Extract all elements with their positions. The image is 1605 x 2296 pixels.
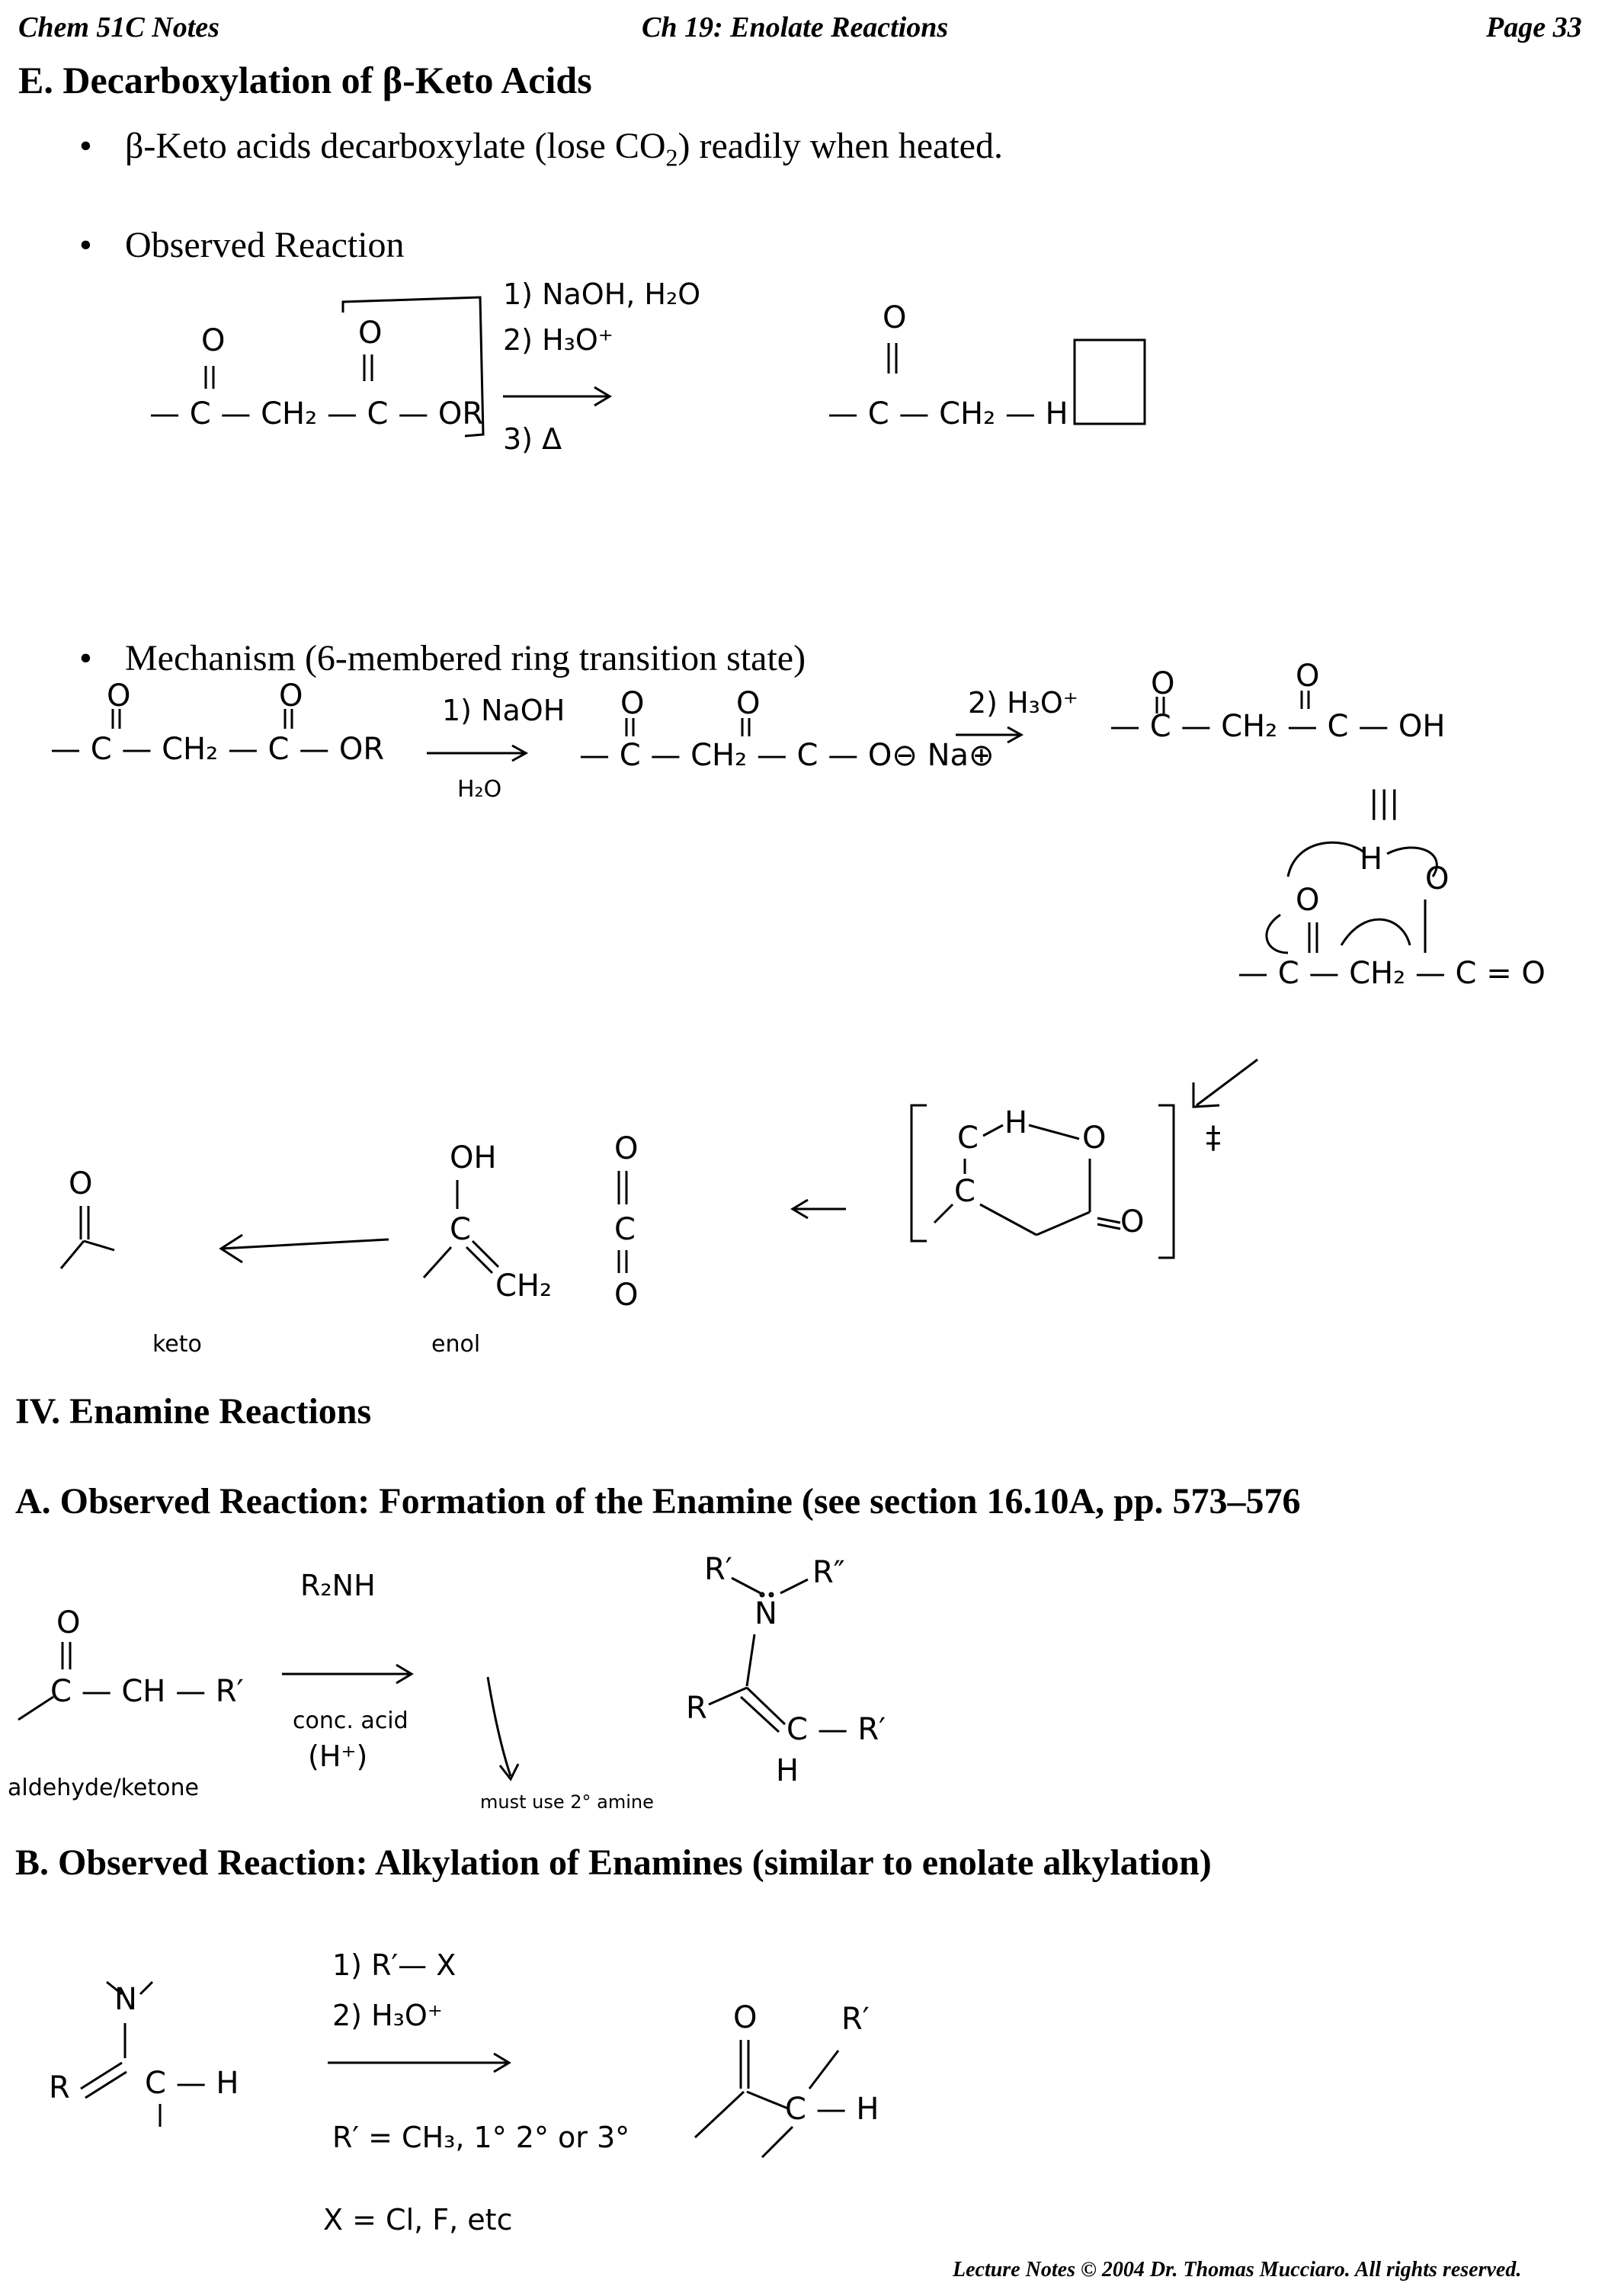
co2-o-top: O	[614, 1131, 639, 1166]
enol-ch2: CH₂	[495, 1268, 553, 1304]
bullet-icon: •	[79, 225, 92, 265]
keto-o: O	[69, 1166, 93, 1201]
a-reactant-label: aldehyde/ketone	[8, 1775, 199, 1801]
b-reactant-ch: C — H	[145, 2066, 239, 2101]
enol-oh: OH	[450, 1140, 497, 1175]
a-catalyst-h: (H⁺)	[308, 1740, 368, 1773]
section-iv-title: IV. Enamine Reactions	[15, 1391, 372, 1432]
obs-step2: 2) H₃O⁺	[503, 323, 613, 357]
obs-product: — C — CH₂ — H	[828, 396, 1068, 431]
ts-c-left: C	[954, 1174, 975, 1209]
mech-reagent2: 2) H₃O⁺	[968, 686, 1078, 720]
b-product-r: R′	[841, 2002, 870, 2037]
a-reactant-o: O	[56, 1605, 81, 1640]
footer-copyright: Lecture Notes © 2004 Dr. Thomas Mucciaro. All rights reserved.	[953, 2258, 1522, 2282]
b-reactant-r: R	[49, 2070, 70, 2105]
b-product-o: O	[733, 2000, 758, 2035]
bullet-observed-reaction: Observed Reaction	[125, 225, 405, 265]
ts-o-top: O	[1082, 1121, 1107, 1156]
obs-product-o: O	[883, 300, 907, 335]
a-product-r2: R″	[812, 1555, 845, 1590]
ts-h: H	[1004, 1105, 1028, 1140]
obs-o-mid: O	[358, 316, 383, 351]
bullet-mechanism: Mechanism (6-membered ring transition state)	[125, 638, 806, 678]
obs-reactant: — C — CH₂ — C — OR	[149, 396, 484, 431]
mech-ts-bottom: — C — CH₂ — C = O	[1238, 956, 1546, 991]
mech-equals: |||	[1369, 785, 1400, 820]
header-chapter: Ch 19: Enolate Reactions	[642, 11, 949, 43]
co2-o-bottom: O	[614, 1278, 639, 1313]
a-amine-note: must use 2° amine	[480, 1791, 654, 1813]
b-step2: 2) H₃O⁺	[332, 1999, 443, 2032]
mech-o5: O	[1151, 666, 1175, 701]
a-product-r1: R′	[704, 1552, 732, 1587]
mech-start: — C — CH₂ — C — OR	[50, 732, 385, 767]
bullet-decarboxylate-end: ) readily when heated.	[678, 126, 1003, 166]
ts-c-top: C	[957, 1121, 979, 1156]
mech-reagent1-solvent: H₂O	[457, 776, 502, 803]
a-product-r: R	[686, 1691, 707, 1726]
enol-c: C	[450, 1212, 471, 1247]
obs-o-left: O	[201, 323, 226, 358]
mech-ts-o-left: O	[1296, 883, 1320, 918]
b-product-ch: C — H	[785, 2092, 879, 2127]
a-catalyst: conc. acid	[293, 1708, 408, 1734]
header-page: Page 33	[1486, 11, 1582, 43]
b-step1: 1) R′— X	[332, 1948, 457, 1982]
bullet-decarboxylate-sub: 2	[665, 143, 678, 172]
enol-label: enol	[431, 1331, 481, 1358]
a-product-n: N	[754, 1596, 777, 1631]
mech-reagent1: 1) NaOH	[442, 694, 565, 727]
a-reagent: R₂NH	[300, 1569, 376, 1602]
a-product-c: C — R′	[786, 1712, 886, 1747]
mech-o2: O	[279, 678, 303, 713]
bullet-icon: •	[79, 126, 92, 166]
mech-o3: O	[620, 686, 645, 721]
co2-c: C	[614, 1212, 636, 1247]
section-a-title: A. Observed Reaction: Formation of the Enamine (see section 16.10A, pp. 573–576	[15, 1481, 1301, 1522]
b-reactant-n: N	[114, 1982, 137, 2017]
b-r-def: R′ = CH₃, 1° 2° or 3°	[332, 2121, 630, 2154]
mech-o4: O	[736, 686, 761, 721]
b-x-def: X = Cl, F, etc	[323, 2203, 513, 2237]
ts-o-right: O	[1120, 1204, 1145, 1239]
ts-double-dagger: ‡	[1206, 1121, 1221, 1156]
mech-ts-o-right: O	[1425, 861, 1450, 896]
a-product-h: H	[776, 1753, 799, 1788]
mech-o1: O	[107, 678, 131, 713]
bullet-icon: •	[79, 638, 92, 678]
mech-carboxylate: — C — CH₂ — C — O⊖ Na⊕	[579, 738, 995, 773]
section-e-title: E. Decarboxylation of β-Keto Acids	[18, 59, 592, 101]
mech-o6: O	[1296, 659, 1320, 694]
obs-step3: 3) Δ	[503, 422, 562, 456]
bullet-decarboxylate-text: β-Keto acids decarboxylate (lose CO	[125, 126, 666, 166]
mech-ts-h: H	[1360, 842, 1383, 877]
mech-acid: — C — CH₂ — C — OH	[1110, 709, 1446, 744]
obs-step1: 1) NaOH, H₂O	[503, 277, 701, 311]
section-b-title: B. Observed Reaction: Alkylation of Enamines (similar to enolate alkylation)	[15, 1842, 1212, 1883]
header-course: Chem 51C Notes	[18, 11, 219, 43]
a-reactant: C — CH — R′	[50, 1674, 244, 1709]
keto-label: keto	[152, 1331, 202, 1358]
